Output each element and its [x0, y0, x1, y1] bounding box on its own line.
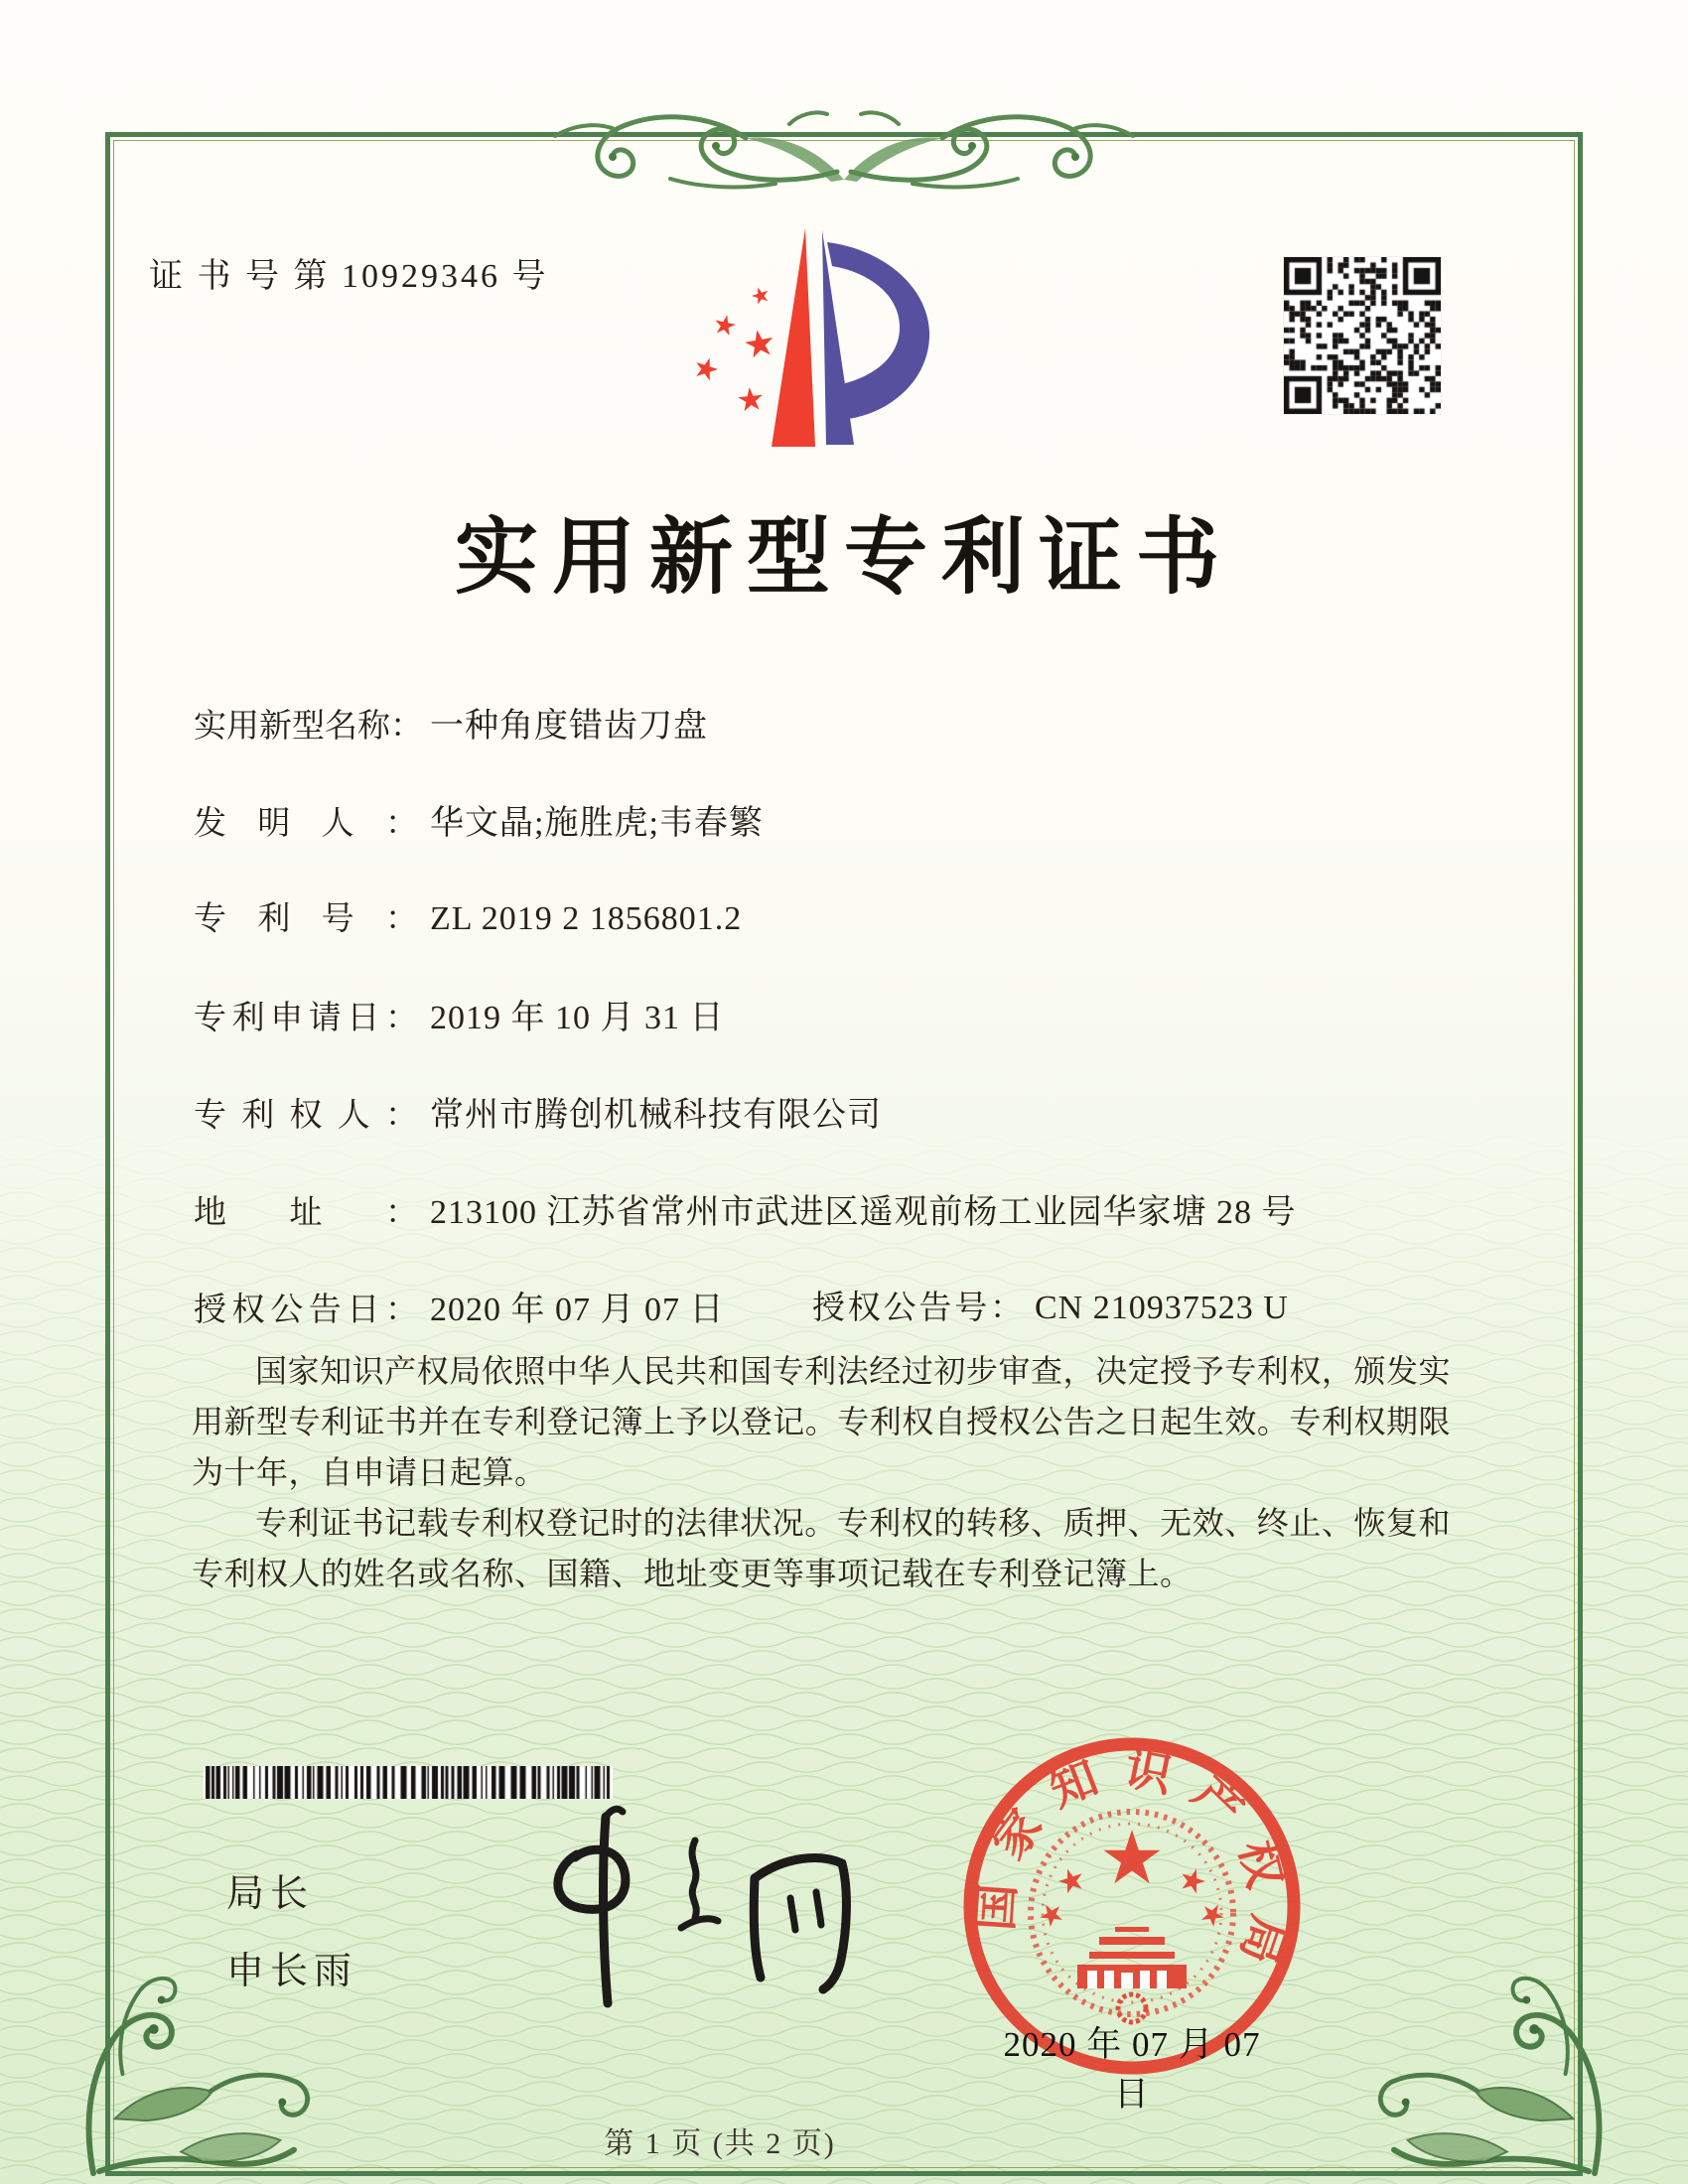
field-row-patentee [194, 1087, 882, 1136]
field-value: 213100 江苏省常州市武进区遥观前杨工业园华家塘 28 号 [430, 1194, 1297, 1231]
field-row-filing-date [194, 990, 725, 1038]
director-signature-icon [457, 1799, 884, 2037]
field-row-name [194, 698, 708, 747]
field-row-inventor [194, 795, 764, 844]
seal-ring-text: 国家知识产权局 [970, 1742, 1296, 1990]
field-label: 专利号： [194, 901, 418, 937]
legal-paragraph-2: 专利证书记载专利权登记时的法律状况。专利权的转移、质押、无效、终止、恢复和专利权人的姓名或名称、国籍、地址变更等事项记载在专利登记簿上。 [192, 1505, 1451, 1591]
field-grant-number [812, 1282, 1289, 1328]
field-label: 授权公告号： [812, 1291, 1023, 1326]
field-row-grant [194, 1282, 1289, 1330]
cnipa-logo-icon [655, 220, 953, 451]
field-label: 专利申请日： [194, 1001, 418, 1036]
barcode-icon [204, 1766, 613, 1799]
field-value: 2019 年 10 月 31 日 [430, 1000, 725, 1036]
field-value: CN 210937523 U [1035, 1290, 1289, 1326]
field-label: 专利权人： [194, 1098, 418, 1134]
seal-national-emblem-icon [1031, 1812, 1233, 2022]
field-label: 实用新型名称： [194, 709, 423, 745]
certificate-number: 证 书 号 第 10929346 号 [149, 258, 549, 295]
field-label: 地址： [194, 1195, 418, 1231]
page-number-footer: 第 1 页 (共 2 页) [604, 2127, 836, 2160]
field-value: ZL 2019 2 1856801.2 [430, 900, 743, 937]
legal-paragraph-1: 国家知识产权局依照中华人民共和国专利法经过初步审查，决定授予专利权，颁发实用新型专利证书并在专利登记簿上予以登记。专利权自授权公告之日起生效。专利权期限为十年，自申请日起算。 [192, 1353, 1451, 1490]
director-title: 局长 [226, 1873, 315, 1915]
field-label: 发明人： [194, 806, 418, 842]
field-label: 授权公告日： [194, 1293, 418, 1328]
seal-date: 2020 年 07 月 07 日 [1003, 2025, 1261, 2114]
qr-code-icon [1283, 256, 1442, 415]
director-name: 申长雨 [226, 1951, 358, 1992]
field-row-address [194, 1184, 1297, 1233]
certificate-title: 实用新型专利证书 [454, 512, 1233, 605]
field-value: 一种角度错齿刀盘 [430, 708, 708, 745]
legal-text-block [192, 1346, 1451, 1599]
field-value: 2020 年 07 月 07 日 [430, 1292, 725, 1328]
field-row-patent-number [194, 892, 742, 939]
field-value: 常州市腾创机械科技有限公司 [430, 1097, 882, 1134]
field-value: 华文晶;施胜虎;韦春繁 [430, 805, 764, 842]
